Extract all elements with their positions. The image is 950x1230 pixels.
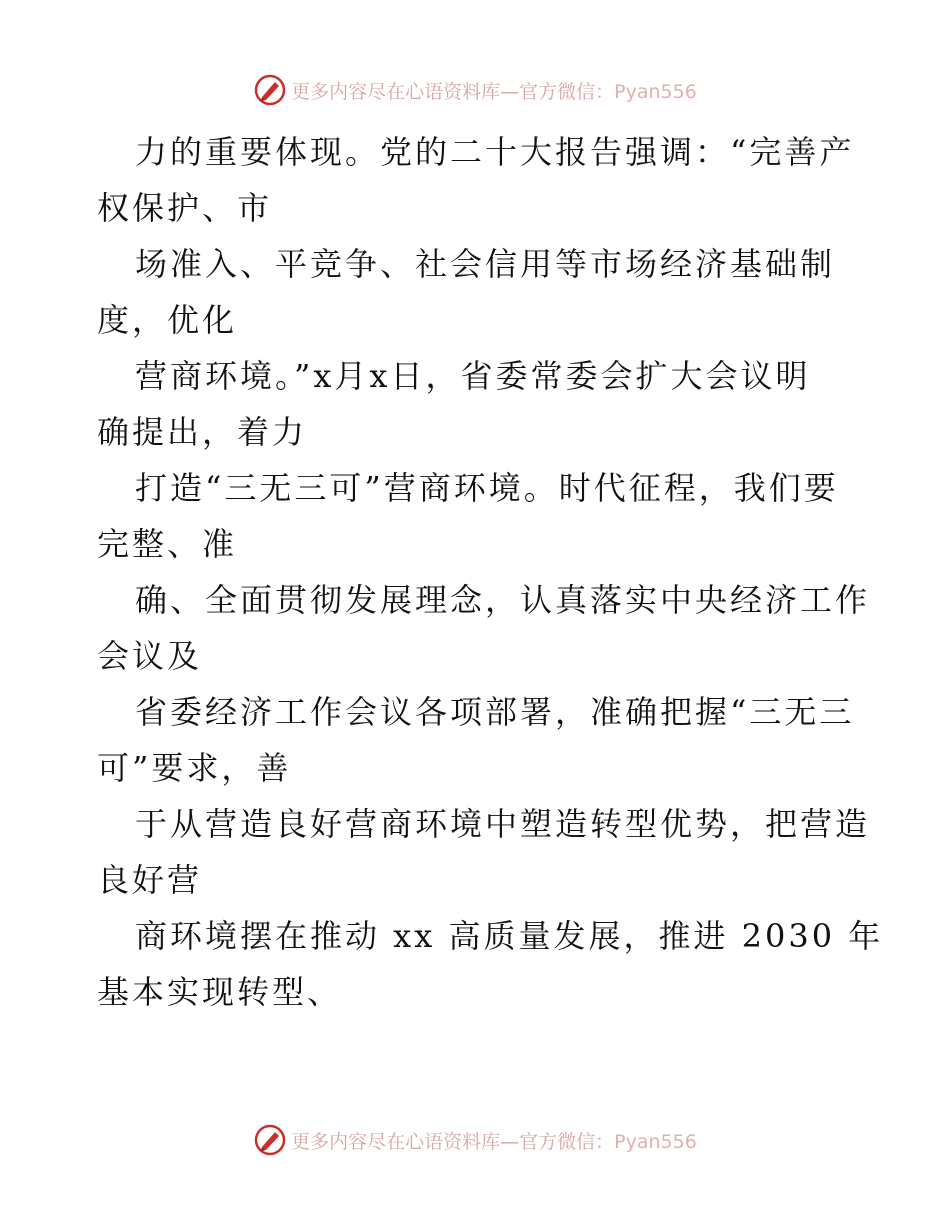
paragraph-line: 可”要求，善 [97,749,292,787]
paragraph-line: 于从营造良好营商环境中塑造转型优势，把营造 [135,805,871,843]
watermark-text: 更多内容尽在心语资料库—官方微信：Pyan556 [291,1130,697,1153]
pen-logo-icon [253,1123,287,1157]
paragraph-line: 权保护、市 [97,189,273,227]
header-watermark [0,70,950,110]
paragraph-line: 确、全面贯彻发展理念，认真落实中央经济工作 [135,581,871,619]
pen-logo-icon [253,73,287,107]
document-body [97,124,884,1020]
paragraph-line: 完整、准 [97,525,238,563]
paragraph-line: 营商环境。”x月x日，省委常委会扩大会议明 [135,357,811,395]
watermark-text: 更多内容尽在心语资料库—官方微信：Pyan556 [291,80,697,103]
paragraph-line: 基本实现转型、 [97,973,343,1011]
footer-watermark [0,1120,950,1160]
paragraph-line: 力的重要体现。党的二十大报告强调：“完善产 [135,133,855,171]
paragraph-line: 良好营 [97,861,203,899]
paragraph-line: 度，优化 [97,301,238,339]
paragraph-line: 会议及 [97,637,203,675]
paragraph-line: 打造“三无三可”营商环境。时代征程，我们要 [135,469,839,507]
paragraph-line: 省委经济工作会议各项部署，准确把握“三无三 [135,693,855,731]
paragraph-line: 确提出，着力 [97,413,308,451]
paragraph-line: 场准入、平竞争、社会信用等市场经济基础制 [135,245,836,283]
paragraph-line: 商环境摆在推动 xx 高质量发展，推进 2030 年 [135,917,884,955]
